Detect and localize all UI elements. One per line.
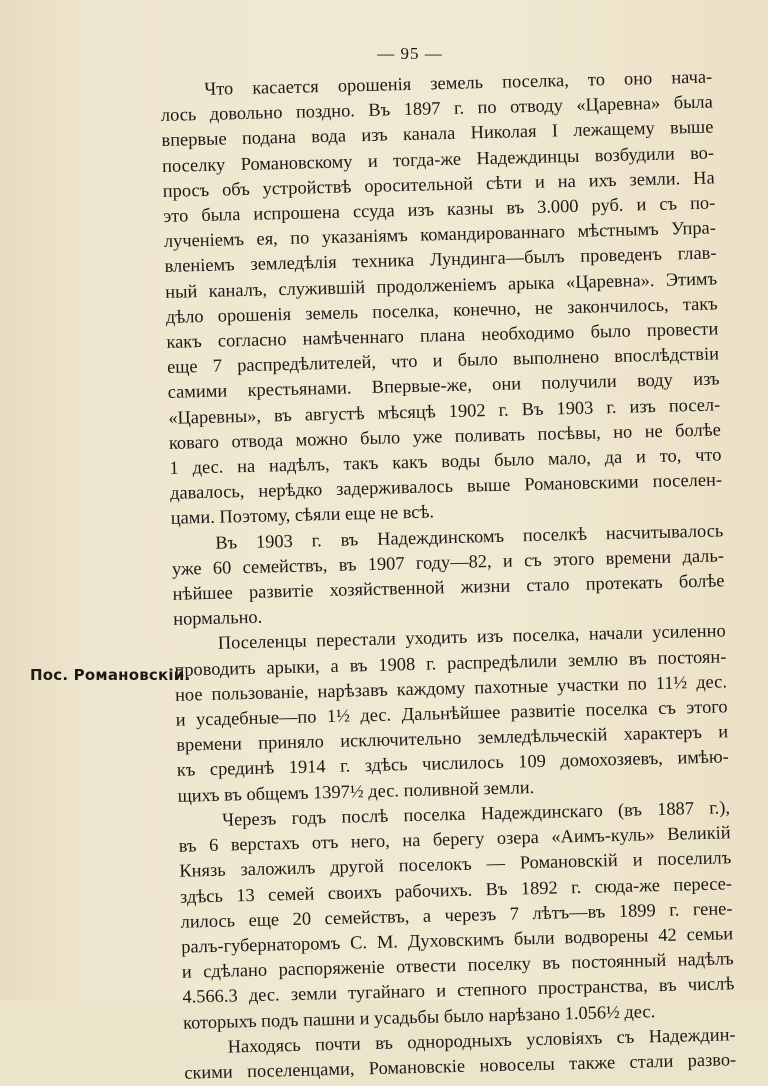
paragraph-settlers <box>174 619 730 809</box>
text-line: Въ 1903 г. въ Надеждинскомъ поселкѣ насчитывалось <box>215 520 724 553</box>
text-line: лилось еще 20 семействъ, а черезъ 7 лѣтъ—въ 1899 г. гене- <box>180 897 733 932</box>
text-line: Черезъ годъ послѣ поселка Надеждинскаго (въ 1887 г.), <box>221 797 731 830</box>
text-line: къ срединѣ 1914 г. здѣсь числилось 109 домохозяевъ, имѣю- <box>176 746 729 781</box>
text-line: вленіемъ земледѣлія техника Лундинга—былъ проведенъ глав- <box>164 242 717 277</box>
text-line: и усадебные—по 1½ дес. Дальнѣйшее развитіе поселка съ этого <box>175 696 728 730</box>
text-line: времени приняло исключительно земледѣльческій характеръ и <box>176 721 729 756</box>
text-line: 1 дес. на надѣлъ, такъ какъ воды было мало, да и то, что <box>169 444 722 478</box>
text-line: ралъ-губернаторомъ С. М. Духовскимъ были водворены 42 семьи <box>180 923 734 957</box>
text-line: ный каналъ, служившій продолженіемъ арыка «Царевна». Этимъ <box>164 268 718 302</box>
paragraph-families <box>171 518 725 632</box>
text-line: и сдѣлано распоряженіе отвести поселку въ постоянный надѣлъ <box>181 948 734 982</box>
text-line: Находясь почти въ однородныхъ условіяхъ съ Надеждин- <box>227 1023 736 1057</box>
paragraph-irrigation <box>160 65 723 532</box>
text-line: проводить арыки, а въ 1908 г. распредѣлили землю въ постоян- <box>174 646 727 680</box>
text-line: уже 60 семействъ, въ 1907 году—82, и съ этого времени даль- <box>171 545 725 579</box>
text-line: просъ объ устройствѣ оросительной сѣти и на ихъ земли. На <box>162 167 715 201</box>
text-line: лось довольно поздно. Въ 1897 г. по отводу «Царевна» была <box>160 91 713 126</box>
text-line: ное пользованіе, нарѣзавъ каждому пахотные участки по 11½ дес. <box>174 671 728 705</box>
text-line: здѣсь 13 семей своихъ рабочихъ. Въ 1892 г. сюда-же пересе- <box>179 872 733 907</box>
text-line: дѣло орошенія земель поселка, конечно, не закончилось, такъ <box>165 293 718 327</box>
text-line: это была испрошена ссуда изъ казны въ 3.000 руб. и съ по- <box>163 192 716 226</box>
text-line: нормально. <box>172 606 263 630</box>
text-line: впервые подана вода изъ канала Николая I лежащему выше <box>161 116 714 151</box>
text-line: какъ согласно намѣченнаго плана необходимо было провести <box>166 318 719 352</box>
paragraph-romanovsky <box>178 795 735 1035</box>
body-text <box>160 65 736 1086</box>
text-line: еще 7 распредѣлителей, что и было выполнено впослѣдствіи <box>166 343 720 378</box>
text-line: давалось, нерѣдко задерживалось выше Романовскими поселен- <box>169 469 723 504</box>
text-line: въ 6 верстахъ отъ него, на берегу озера «Аимъ-куль» Великій <box>178 822 731 856</box>
text-line: коваго отвода можно было уже поливать посѣвы, но не болѣе <box>168 419 721 453</box>
text-line: цами. Поэтому, сѣяли еще не всѣ. <box>170 501 435 529</box>
text-line: щихъ въ общемъ 1397½ дес. поливной земли. <box>177 776 535 806</box>
text-line: поселку Романовскому и тогда-же Надеждинцы возбудили во- <box>161 142 715 176</box>
text-line: Что касается орошенія земель поселка, то оно нача- <box>204 66 713 99</box>
text-line: 4.566.3 дес. земли тугайнаго и степного пространства, въ числѣ <box>182 973 735 1008</box>
text-line: самими крестьянами. Впервые-же, они получили воду изъ <box>167 368 720 403</box>
text-line: «Царевны», въ августѣ мѣсяцѣ 1902 г. Въ 1903 г. изъ посел- <box>168 394 721 428</box>
text-line: Поселенцы перестали уходить изъ поселка, начали усиленно <box>217 620 726 654</box>
text-line: которыхъ подъ пашни и усадьбы было нарѣзано 1.056½ дес. <box>182 1000 656 1033</box>
margin-note-romanovsky: Пос. Романовскій. <box>30 666 191 684</box>
text-line: Князь заложилъ другой поселокъ — Романовскій и поселилъ <box>179 847 732 882</box>
text-line: лученіемъ ея, по указаніямъ командированнаго мѣстнымъ Упра- <box>163 217 717 252</box>
text-line: скими поселенцами, Романовскіе новоселы также стали разво- <box>184 1049 737 1083</box>
text-line: нѣйшее развитіе хозяйственной жизни стало протекать болѣе <box>172 570 725 604</box>
page-number: — 95 — <box>377 44 443 63</box>
